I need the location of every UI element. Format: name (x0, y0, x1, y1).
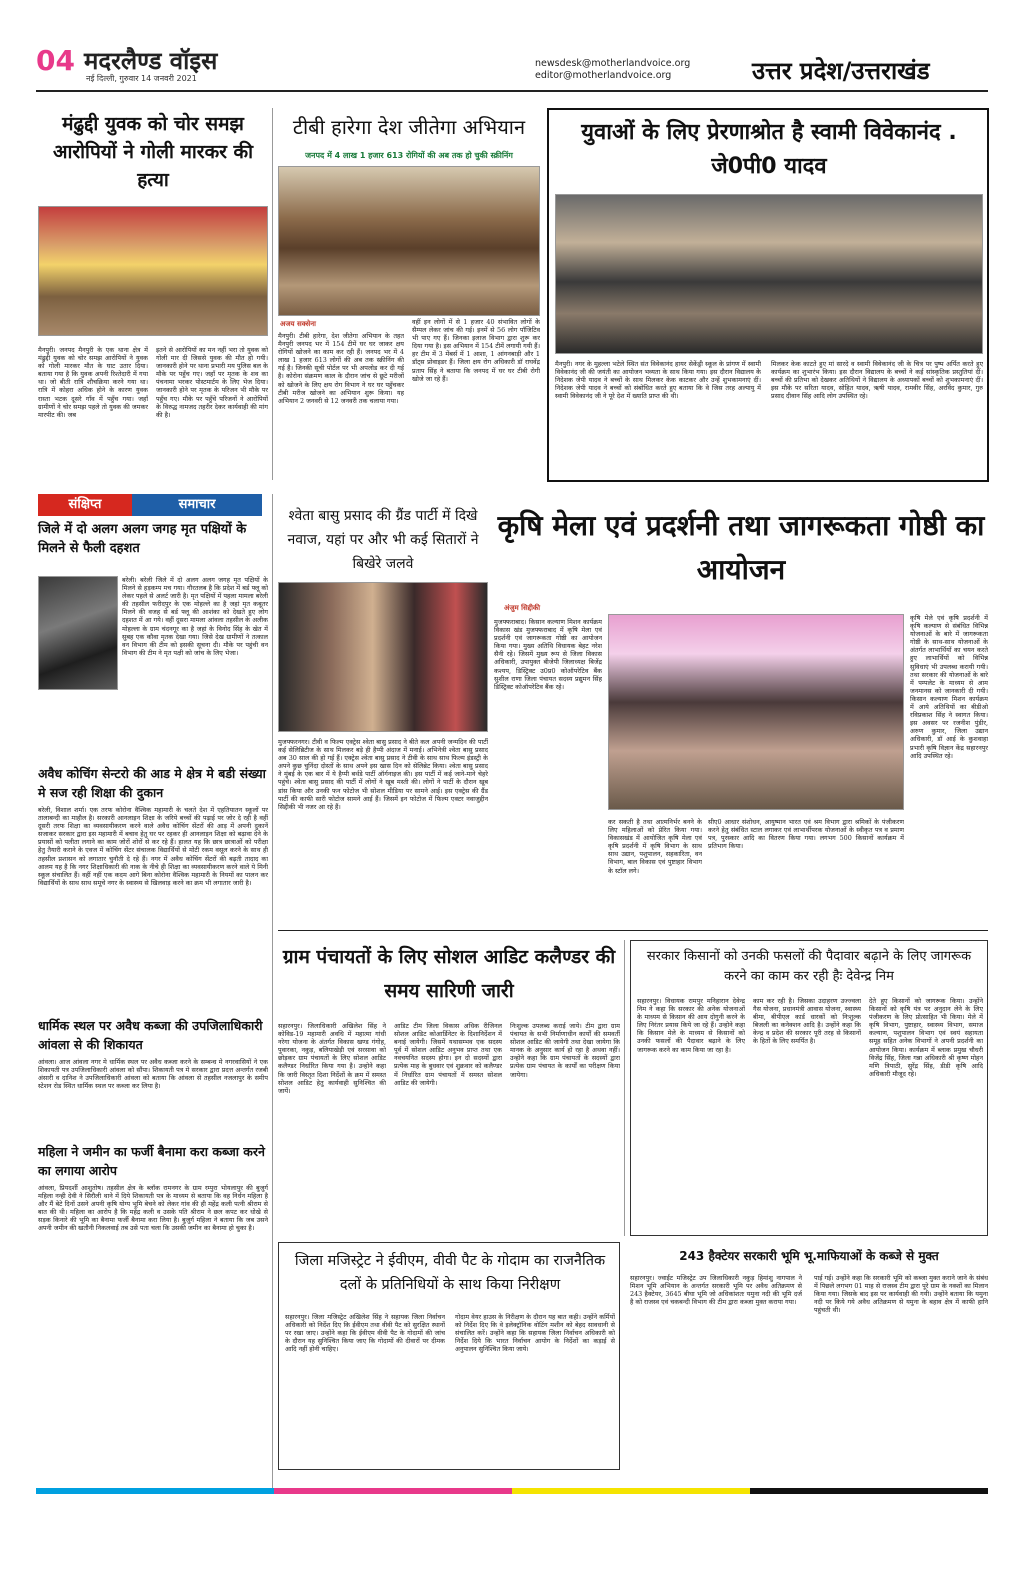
story-text: मुजफ्फरनगर। टीवी व फिल्म एक्ट्रेस श्वेता बासु प्रसाद ने बीते कल अपनी जन्मदिन की पार्टी कई सेलिब्रिटीज के साथ मिलकर बड़े ही हैप्पी अंदाज में मनाई। अभिनेत्री श्वेता बासु प्रसाद अब 30 साल की हो गई हैं। एक्ट्रेस श्वेता बासु प्रसाद ने टीवी के साथ साथ फिल्म इंडस्ट्री के अपने कुछ चुनिंदा दोस्तों के साथ अपने इस खास दिन को सेलिब्रेट किया। श्वेता बासु प्रसाद ने मुंबई के एक बार में ये हैप्पी बर्थडे पार्टी ऑर्गनाइज की। इस पार्टी में कई जाने-माने चेहरे पहुंचे। श्वेता बासु प्रसाद की पार्टी में लोगों ने खूब मस्ती की। लोगों ने पार्टी के दौरान खूब डांस किया और उनकी फन फोटोज भी सोशल मीडिया पर सामने आई। इस एक्ट्रेस की ग्रैंड पार्टी की काफी सारी फोटोज सामने आई हैं। जिसमें इन फोटोज में फिल्म एक्टर नवाजुद्दीन सिद्दीकी भी नजर आ रहे हैं। (278, 738, 488, 811)
story-agri-fair (494, 504, 988, 924)
masthead-rule (36, 90, 988, 92)
story-text-col3: देते हुए किसानों को जागरूक किया। उन्होंने किसानों को कृषि यंत्र पर अनुदान लेने के लिए पंजीकरण के लिए प्रोत्साहित भी किया। मेले में कृषि विभाग, पुष्टाहार, स्वास्थ्य विभाग, समाज कल्याण, पशुपालन विभाग एवं स्वयं सहायता समूह सहित अनेक विभागों ने अपनी प्रदर्शनी का आयोजन किया। कार्यक्रम में ब्लाक प्रमुख चौधरी विजेंद्र सिंह, जिला गन्ना अधिकारी श्री कृष्ण मोहन मणि त्रिपाठी, सुरेंद्र सिंह, डीडी कृषि आदि अधिकारी मौजूद रहे। (869, 997, 983, 1078)
story-text-col3: निःशुल्क उपलब्ध कराई जाये। टीम द्वारा ग्राम पंचायत के सभी निर्माणाधीन कार्यों की समवर्ती सोशल आडिट की जायेगी तथा देखा जायेगा कि मानक के अनुसार कार्य हो रहा है अथवा नहीं। उन्होने कहा कि ग्राम पंचायतों के सदस्यों द्वारा प्रत्येक ग्राम पंचायत के कार्यों का परीक्षण किया जायेगा। (510, 1022, 620, 1079)
story-text-col2: वहीं इन लोगों में से 1 हजार 40 संभावित लोगों के सैम्पल लेकर जांच की गई। इनमें से 56 लोग पॉजिटिव भी पाए गए हैं। जिनका इलाज विभाग द्वारा शुरू कर दिया गया है। इस अभियान में 154 टीमें लगायी गयी हैं। हर टीम में 3 मेंबर्स में 1 आशा, 1 आंगनबाड़ी और 1 डॉट्स प्रोवाइडर हैं। जिला क्षय रोग अधिकारी डॉ राघवेंद्र प्रताप सिंह ने बताया कि जनपद में घर घर टीबी रोगी खोजे जा रहे हैं। (412, 318, 540, 383)
story-murder (38, 110, 268, 480)
story-text-col1: मुजफ्फराबाद। किसान कल्याण मिशन कार्यक्रम विकास खंड मुजफ्फराबाद में कृषि मेला एवं प्रदर्शनी एवं जागरूकता गोष्ठी का आयोजन किया गया। मुख्य अतिथि विधायक बेहट नरेश सैनी रहे। जिसमें मुख्य रूप से जिला विकास अधिकारी, उपायुक्त बीजेपी जिलाध्यक्ष बिजेंद्र कश्यप, डिस्ट्रिक्ट उ0प्र0 कोऑपरेटिव बैंक सुशील राणा जिला पंचायत सदस्य प्रद्युमन सिंह डिस्ट्रिक्ट कोऑपरेटिव बैंक रहे। (494, 618, 602, 691)
story-photo (278, 166, 540, 316)
headline: महिला ने जमीन का फर्जी बैनामा करा कब्जा करने का लगाया आरोप (38, 1144, 265, 1178)
page-number: 04 (36, 44, 75, 77)
paper-name: मदरलैण्ड वॉइस (84, 47, 218, 75)
story-text-col3: सीए0 आधार संशोधन, आयुष्मान भारत एवं श्रम विभाग द्वारा श्रमिकों के पंजीकरण करने हेतु संबंधित स्टाल लगाकर एवं लाभार्थीपरक योजनाओं के स्वीकृत पत्र व प्रमाण पत्र, पुरस्कार आदि का वितरण किया गया। लगभग 500 किसानों कार्यक्रम में प्रतिभाग किया। (708, 818, 904, 851)
brief-banner-right: समाचार (132, 494, 262, 516)
story-photo (38, 206, 268, 336)
headline: अवैध कोचिंग सेन्टरो की आड मे क्षेत्र मे बडी संख्या मे सज रही शिक्षा की दुकान (38, 766, 266, 800)
byline: अजय सक्सेना (280, 320, 316, 328)
headline: धार्मिक स्थल पर अवैध कब्जा की उपजिलाधिकारी आंवला से की शिकायत (38, 1018, 263, 1052)
brief-text: आंवला, प्रियदर्शी आशुतोष। तहसील क्षेत्र के ब्लॉक रामनगर के ग्राम रम्पुरा भोयलापुर की बुजुर्ग महिला नन्ही देवी ने सिरौली थाने में दिये शिकायती पत्र के माध्यम से बताया कि वह निर्धन महिला है और मैं बेटे दिनों उसने अपनी कृषि योग्य भूमि बेचने को लेकर गांव की ही महेंद्र कली पत्नी श्रीराम से बात की थी। महिला का आरोप है कि महेंद्र कली व उसके पति श्रीराम ने छल कपट कर धोखे से सड़क किनारे की भूमि का बैनामा फर्जी बैनामा करा लिया है। बुजुर्ग महिला ने बताया कि जब उसने अपनी जमीन की खतौनी निकलवाई तब उसे पता चला कि उसकी जमीन का बैनामा हो चुका है। (38, 1184, 268, 1233)
brief-text: बरेली, विशाल शर्मा। एक तरफ कोरोना वैश्विक महामारी के चलते देश में एहतियातन स्कूलों पर तालाबन्दी का माहौल है। सरकारी आनलाइन शिक्षा के जरिये बच्चों की पढ़ाई पर जोर दे रही है वहीं दूसरी तरफ शिक्षा का व्यवसायीकरण करने वाले अवैध कोचिंग सेंटरों की आड़ में अपनी दुकानें सजाकर सरकार द्वारा इस महामारी में बचाव हेतु घर पर रहकर ही आनलाइन शिक्षा को बढ़ावा देने के प्रयासों को पलीता लगाने का काम जोरों शोरों से कर रहे हैं। हालत यह कि छात्र छात्राओं को परीक्षा हेतु तैयारी कराने के एवज में कोचिंग सेंटर संचालक विद्यार्थियों से मोटी रकम वसूल करने के साथ ही तहसील प्रशासन को लगातार चुनौती दे रहे हैं। नगर में अवैध कोचिंग सेंटरों की बढ़ती तादाद का आलम यह है कि नगर शिक्षाधिकारी की नाक के नीचे ही शिक्षा का व्यवसायीकरण करने वाले ये मिनी स्कूल संचालित हैं। वहीं नहीं एक कदम आगे बिना कोरोना वैश्विक महामारी के नियमों का पालन कर विद्यार्थियों के साथ साथ समूचे नगर के स्वास्थ्य से खिलवाड़ करने का क्रम भी लगातार जारी है। (38, 806, 268, 887)
headline: कृषि मेला एवं प्रदर्शनी तथा जागरूकता गोष्ठी का आयोजन (497, 509, 985, 586)
story-text-col2: आडिट टीम जिला विकास अधिक रीजिनल सोशल आडिट कोआर्डिनेटर के दिशानिर्देशन में बनाई जायेगी। जिसमें यथासम्भव एक सदस्य पूर्व में सोशल आडिट अनुभव प्राप्त तथा एक नवचयनित सदस्य होगा। इन दो सदस्यों द्वारा प्रत्येक माह के बुधवार एवं शुक्रवार को कलैण्डर में निर्धारित ग्राम पंचायतों में समस्त सोशल आडिट की जायेगी। (394, 1022, 502, 1087)
story-text-col1: सहारनपुर। विधायक रामपुर मनिहारान देवेन्द्र निम ने कहा कि सरकार की अनेक योजनाओं के माध्यम से किसान की आय दोगुनी करने के लिए निरंतर प्रयास किये जा रहे हैं। उन्होने कहा कि किसान मेले के माध्यम से किसानों को उनकी फसलों की पैदावार बढ़ाने के लिए जागरूक करने का काम किया जा रहा है। (637, 997, 745, 1054)
headline: जिले में दो अलग अलग जगह मृत पक्षियों के मिलने से फैली दहशत (38, 522, 247, 556)
story-photo (555, 194, 983, 354)
brief-coaching (38, 764, 268, 1012)
story-text-col2: पाई गई। उन्होंने कहा कि सरकारी भूमि को कब्जा मुक्त कराने जाने के संबंध में पिछले लगभग 01 माह से राजस्व टीम द्वारा पूरे ग्राम के नक्शों का मिलान किया गया। जिसके बाद इस पर कार्यवाही की गयी। उन्होंने बताया कि यमुना नदी पर किये गये अवैध अतिक्रमण से यमुना के बहाव क्षेत्र में काफी हानि पहुंचती थी। (814, 1274, 988, 1315)
masthead (0, 0, 1024, 88)
subheadline: जनपद में 4 लाख 1 हजार 613 रोगियों की अब तक हो चुकी स्क्रीनिंग (305, 151, 513, 160)
headline: ग्राम पंचायतों के लिए सोशल आडिट कलैण्डर की समय सारिणी जारी (282, 946, 616, 1002)
story-vivekanand (547, 108, 989, 482)
brief-text: आंवला। आज आंवला नगर मे धार्मिक स्थल पर अवैध कब्जा करने के सम्बन्ध मे नगरवासियों ने एक शिकायती पत्र उपजिलाधिकारी आंवला को सौंपा। शिकायती पत्र मे सरकार द्वारा प्रदत्त अन्तर्गत रजबी अंसारी व दानिश ने उपजिलाधिकारी आंवला को बताया कि आंवला से तहसील नजलापुर के समीप स्टेशन रोड स्थित धार्मिक स्थल पर कब्जा कर लिया है। (38, 1058, 268, 1091)
headline: टीबी हारेगा देश जीतेगा अभियान (292, 115, 526, 139)
story-photo (278, 582, 488, 732)
email-editor[interactable]: editor@motherlandvoice.org (535, 70, 672, 81)
story-photo (608, 614, 904, 810)
divider (624, 940, 625, 1236)
story-social-audit (278, 940, 620, 1236)
story-text-col1: मैनपुरी। जनपद मैनपुरी के एक थाना क्षेत्र में मंढुद्दी युवक को चोर समझ आरोपियों ने युवक को गोली मारकर मौत के घाट उतार दिया। बताया गया है कि युवक अपनी रिश्तेदारी में गया था। जो बीती रात्रि शौचक्रिया करने गया था। रात्रि में कोहरा अधिक होने के कारण युवक रास्ता भटक दूसरे गाँव में पहुँच गया। जहाँ ग्रामीणों ने चोर समझ पहले तो युवक की जमकर मारपीट की। जब (38, 346, 148, 419)
brief-banner (38, 494, 262, 516)
story-text-col1: सहारनपुर। ज्वाईंट मजिस्ट्रेट उप जिलाधिकारी नकुड़ हिमांशु नागपाल ने मिशन भूमि अभियान के अन्तर्गत सरकारी भूमि पर अवैध अतिक्रमण से 243 हैक्टेयर, 3645 बीघा भूमि जो अधिकांशतः यमुना नदी की भूमि दर्ज है को राजस्व एवं चकबन्दी विभाग की टीम द्वारा कब्जा मुक्त कराया गया। (630, 1274, 802, 1307)
story-text-col2: काम कर रही है। जिसका उदाहरण उज्ज्वला गैस योजना, प्रधानमंत्री आवास योजना, स्वास्थ्य बीमा, बीपीएल कार्ड धारकों को निःशुल्क बिजली का कनेक्शन आदि है। उन्होंने कहा कि केन्द्र व प्रदेश की सरकार पूरी तरह से किसानों के हितों के लिए समर्पित है। (753, 997, 861, 1046)
brief-text: बरेली। बरेली जिले में दो अलग अलग जगह मृत पक्षियों के मिलने से हड़कम्प मच गया। गौरतलब है कि प्रदेश में बर्ड फ्लू को लेकर पहले से अलर्ट जारी है। मृत पक्षियों में पहला मामला बरेली की तहसील फरीदपुर के एक मोहल्ले का है जहां मृत कबूतर मिलने की वजह से बर्ड फ्लू की आशंका को देखते हुए लोग दहशत में आ गये। वहीं दूसरा मामला आंवला तहसील के अलीक मोहल्ला के ग्राम चंदनगूर का है जहां के विनोद सिंह के खेत में सुबह एक कौवा मृतक देखा गया। जिसे देख ग्रामीणों ने तत्काल वन विभाग की टीम को इसकी सूचना दी। मौके पर पहुंची वन विभाग की टीम ने मृत पक्षी को जांच के लिए भेजा। (122, 576, 268, 657)
story-tb (278, 110, 540, 482)
headline: मंढुद्दी युवक को चोर समझ आरोपियों ने गोली मारकर की हत्या (52, 113, 254, 191)
divider (272, 108, 273, 480)
divider (272, 494, 273, 1494)
headline: युवाओं के लिए प्रेरणाश्रोत है स्वामी विवेकानंद . जे0पी0 यादव (581, 120, 957, 179)
story-text-col1: सहारनपुर। जिलाधिकारी अखिलेश सिंह ने कोविड-19 महामारी अवधि में महात्मा गांधी नरेगा योजना के अंतर्गत विकास खण्ड गंगोह, पुवारका, नकुड़, बलियाखेड़ी एवं सरसावा को छोड़कर ग्राम पंचायतों के लिए सोशल आडिट कलैण्डर निर्धारित किया गया है। उन्होने कहा कि जारी विस्तृत दिशा निर्देशों के क्रम में समस्त सोशल आडिट हेतु कार्यवाही सुनिश्चित की जायें। (278, 1022, 386, 1095)
brief-dead-birds (38, 520, 268, 760)
email-newsdesk[interactable]: newsdesk@motherlandvoice.org (535, 58, 691, 69)
story-text-col4: कृषि मेले एवं कृषि प्रदर्शनी में कृषि कल्याण से संबंधित विभिन्न योजनाओं के बारे में जागरूकता गोष्ठी के साथ-साथ योजनाओं के अंतर्गत लाभार्थियों का चयन करते हुए लाभार्थियों को विभिन्न सुविधाएं भी उपलब्ध करायी गयी। तथा सरकार की योजनाओं के बारे में पम्पलेट के माध्यम से आम जनमानस को जानकारी दी गयी। किसान कल्याण मिशन कार्यक्रम में आये अतिथियों का बीडीओ रविप्रकाश सिंह ने स्वागत किया। इस अवसर पर रजनीश पुंडीर, अरुण कुमार, जिला उद्यान अधिकारी, डॉ आई के कुशवाहा प्रभारी कृषि विज्ञान केंद्र सहारनपुर आदि उपस्थित रहे। (910, 614, 988, 760)
brief-religious-site (38, 1016, 268, 1138)
dateline: नई दिल्ली, गुरुवार 14 जनवरी 2021 (86, 74, 197, 83)
byline: अंजुम सिद्दीकी (504, 604, 541, 612)
story-farmers (630, 940, 988, 1236)
headline: 243 हैक्टेयर सरकारी भूमि भू.माफियाओं के कब्जे से मुक्त (679, 1249, 939, 1263)
story-text-col2: कर सकती है तथा आत्मनिर्भर बनने के लिए महिलाओं को प्रेरित किया गया। विकासखंड में आयोजित कृषि मेला एवं कृषि प्रदर्शनी में कृषि विभाग के साथ साथ उद्यान, पशुपालन, सहकारिता, वन विभाग, बाल विकास एवं पुष्टाहार विभाग के स्टॉल लगे। (608, 818, 702, 875)
story-text-col1: सहारनपुर। जिला मजिस्ट्रेट अखिलेश सिंह ने सहायक जिला निर्वाचन अधिकारी को निर्देश दिए कि ईवीएम तथा वीवी पैट को सुरक्षित स्थानों पर रखा जाए। उन्होंने कहा कि ईवीएम वीवी पैट के गोदामों की जांच के दौरान यह सुनिश्चित किया जाए कि गोदामों की दीवारों पर दीमक आदि नहीं होनी चाहिए। (285, 1313, 445, 1354)
headline: सरकार किसानों को उनकी फसलों की पैदावार बढ़ाने के लिए जागरूक करने का काम कर रही हैः देवेन्द्र निम (646, 949, 972, 984)
headline: श्वेता बासु प्रसाद की ग्रैंड पार्टी में दिखे नवाज, यहां पर और भी कई सितारों ने बिखेरे जलवे (287, 508, 479, 572)
story-land-freed (630, 1242, 988, 1470)
divider (278, 930, 988, 931)
story-text-col2: गोदाम वेयर हाउस के निरीक्षण के दौरान यह बात कही। उन्होंने कर्मियों को निर्देश दिए कि वे इलेक्ट्रॉनिक वोटिंग मशीन को बेहद सावधानी से संचालित करें। उन्होंने कहा कि सहायक जिला निर्वाचन अधिकारी को निर्देश दिये कि भारत निर्वाचन आयोग के निर्देशों का कड़ाई से अनुपालन सुनिश्चित किया जाये। (455, 1313, 615, 1354)
story-text-col1: मैनपुरी। नगर के मुहल्ला भटेले स्थित संत विवेकानंद हायर सेकेंड्री स्कूल के प्रांगण में स्वामी विवेकानंद जी की जयंती का आयोजन भव्यता के साथ किया गया। इस दौरान विद्यालय के निदेशक जेपी यादव ने बच्चों के साथ मिलकर केक काटकर और उन्हें शुभकामनाएं दीं। निदेशक जेपी यादव ने बच्चों को संबोधित करते हुए बताया कि वे जिस तरह अल्पायु में स्वामी विवेकानंद जी ने पूरे देश में ख्याति प्राप्त की थी। (555, 360, 761, 401)
brief-land-fraud (38, 1142, 268, 1470)
story-text-col2: मिलकर केक काटते हुए मां सारदे व स्वामी विवेकानंद जी के चित्र पर पुष्प अर्पित करते हुए कार्यक्रम का शुभारंभ किया। इस दौरान विद्यालय के बच्चों ने कई सांस्कृतिक प्रस्तुतियां दीं। बच्चों की प्रतिभा को देखकर अतिथियों ने विद्यालय के अध्यापकों बच्चों को शुभकामनाएं दीं। इस मौके पर सरिता यादव, सोहित यादव, ऋषी यादव, रामवीर सिंह, अरविंद कुमार, गुरु प्रसाद दीवान सिंह आदि लोग उपस्थित रहे। (771, 360, 983, 401)
story-party (278, 504, 488, 924)
story-text-col2: इतने से आरोपियों का मन नहीं भरा तो युवक को गोली मार दी जिससे युवक की मौत हो गयी। जानकारी होने पर थाना प्रभारी मय पुलिस बल के मौके पर पहुँच गए। जहाँ पर मृतक के शव का पंचनामा भरकर पोस्टमार्टम के लिए भेज दिया। जानकारी होने पर मृतक के परिजन भी मौके पर पहुँच गए। मौके पर पहुँचे परिजनों ने आरोपियों के विरुद्ध नामजद तहरीर देकर कार्यवाही की मांग की है। (156, 346, 268, 419)
color-bar (36, 1488, 988, 1494)
story-evm (278, 1242, 620, 1470)
section-title: उत्तर प्रदेश/उत्तराखंड (752, 57, 930, 85)
headline: जिला मजिस्ट्रेट ने ईवीएम, वीवी पैट के गोदाम का राजनैतिक दलों के प्रतिनिधियों के साथ किया निरीक्षण (294, 1253, 606, 1293)
brief-banner-left: संक्षिप्त (38, 494, 132, 516)
story-text-col1: मैनपुरी। टीबी हारेगा, देश जीतेगा अभियान के तहत मैनपुरी जनपद भर में 154 टीमें घर घर जाकर क्षय रोगियों खोजने का काम कर रही हैं। जनपद भर में 4 लाख 1 हजार 613 लोगों की अब तक स्क्रीनिंग की गई है। जिनकी सूची पोर्टल पर भी अपलोड कर दी गई है। कोरोना संक्रमण काल के दौरान जांच से छूटे मरीजों को खोजने के लिए क्षय रोग विभाग ने घर घर पहुँचकर टीबी मरीज खोजने का अभियान शुरू किया। यह अभियान 2 जनवरी से 12 जनवरी तक चलाया गया। (278, 332, 404, 405)
